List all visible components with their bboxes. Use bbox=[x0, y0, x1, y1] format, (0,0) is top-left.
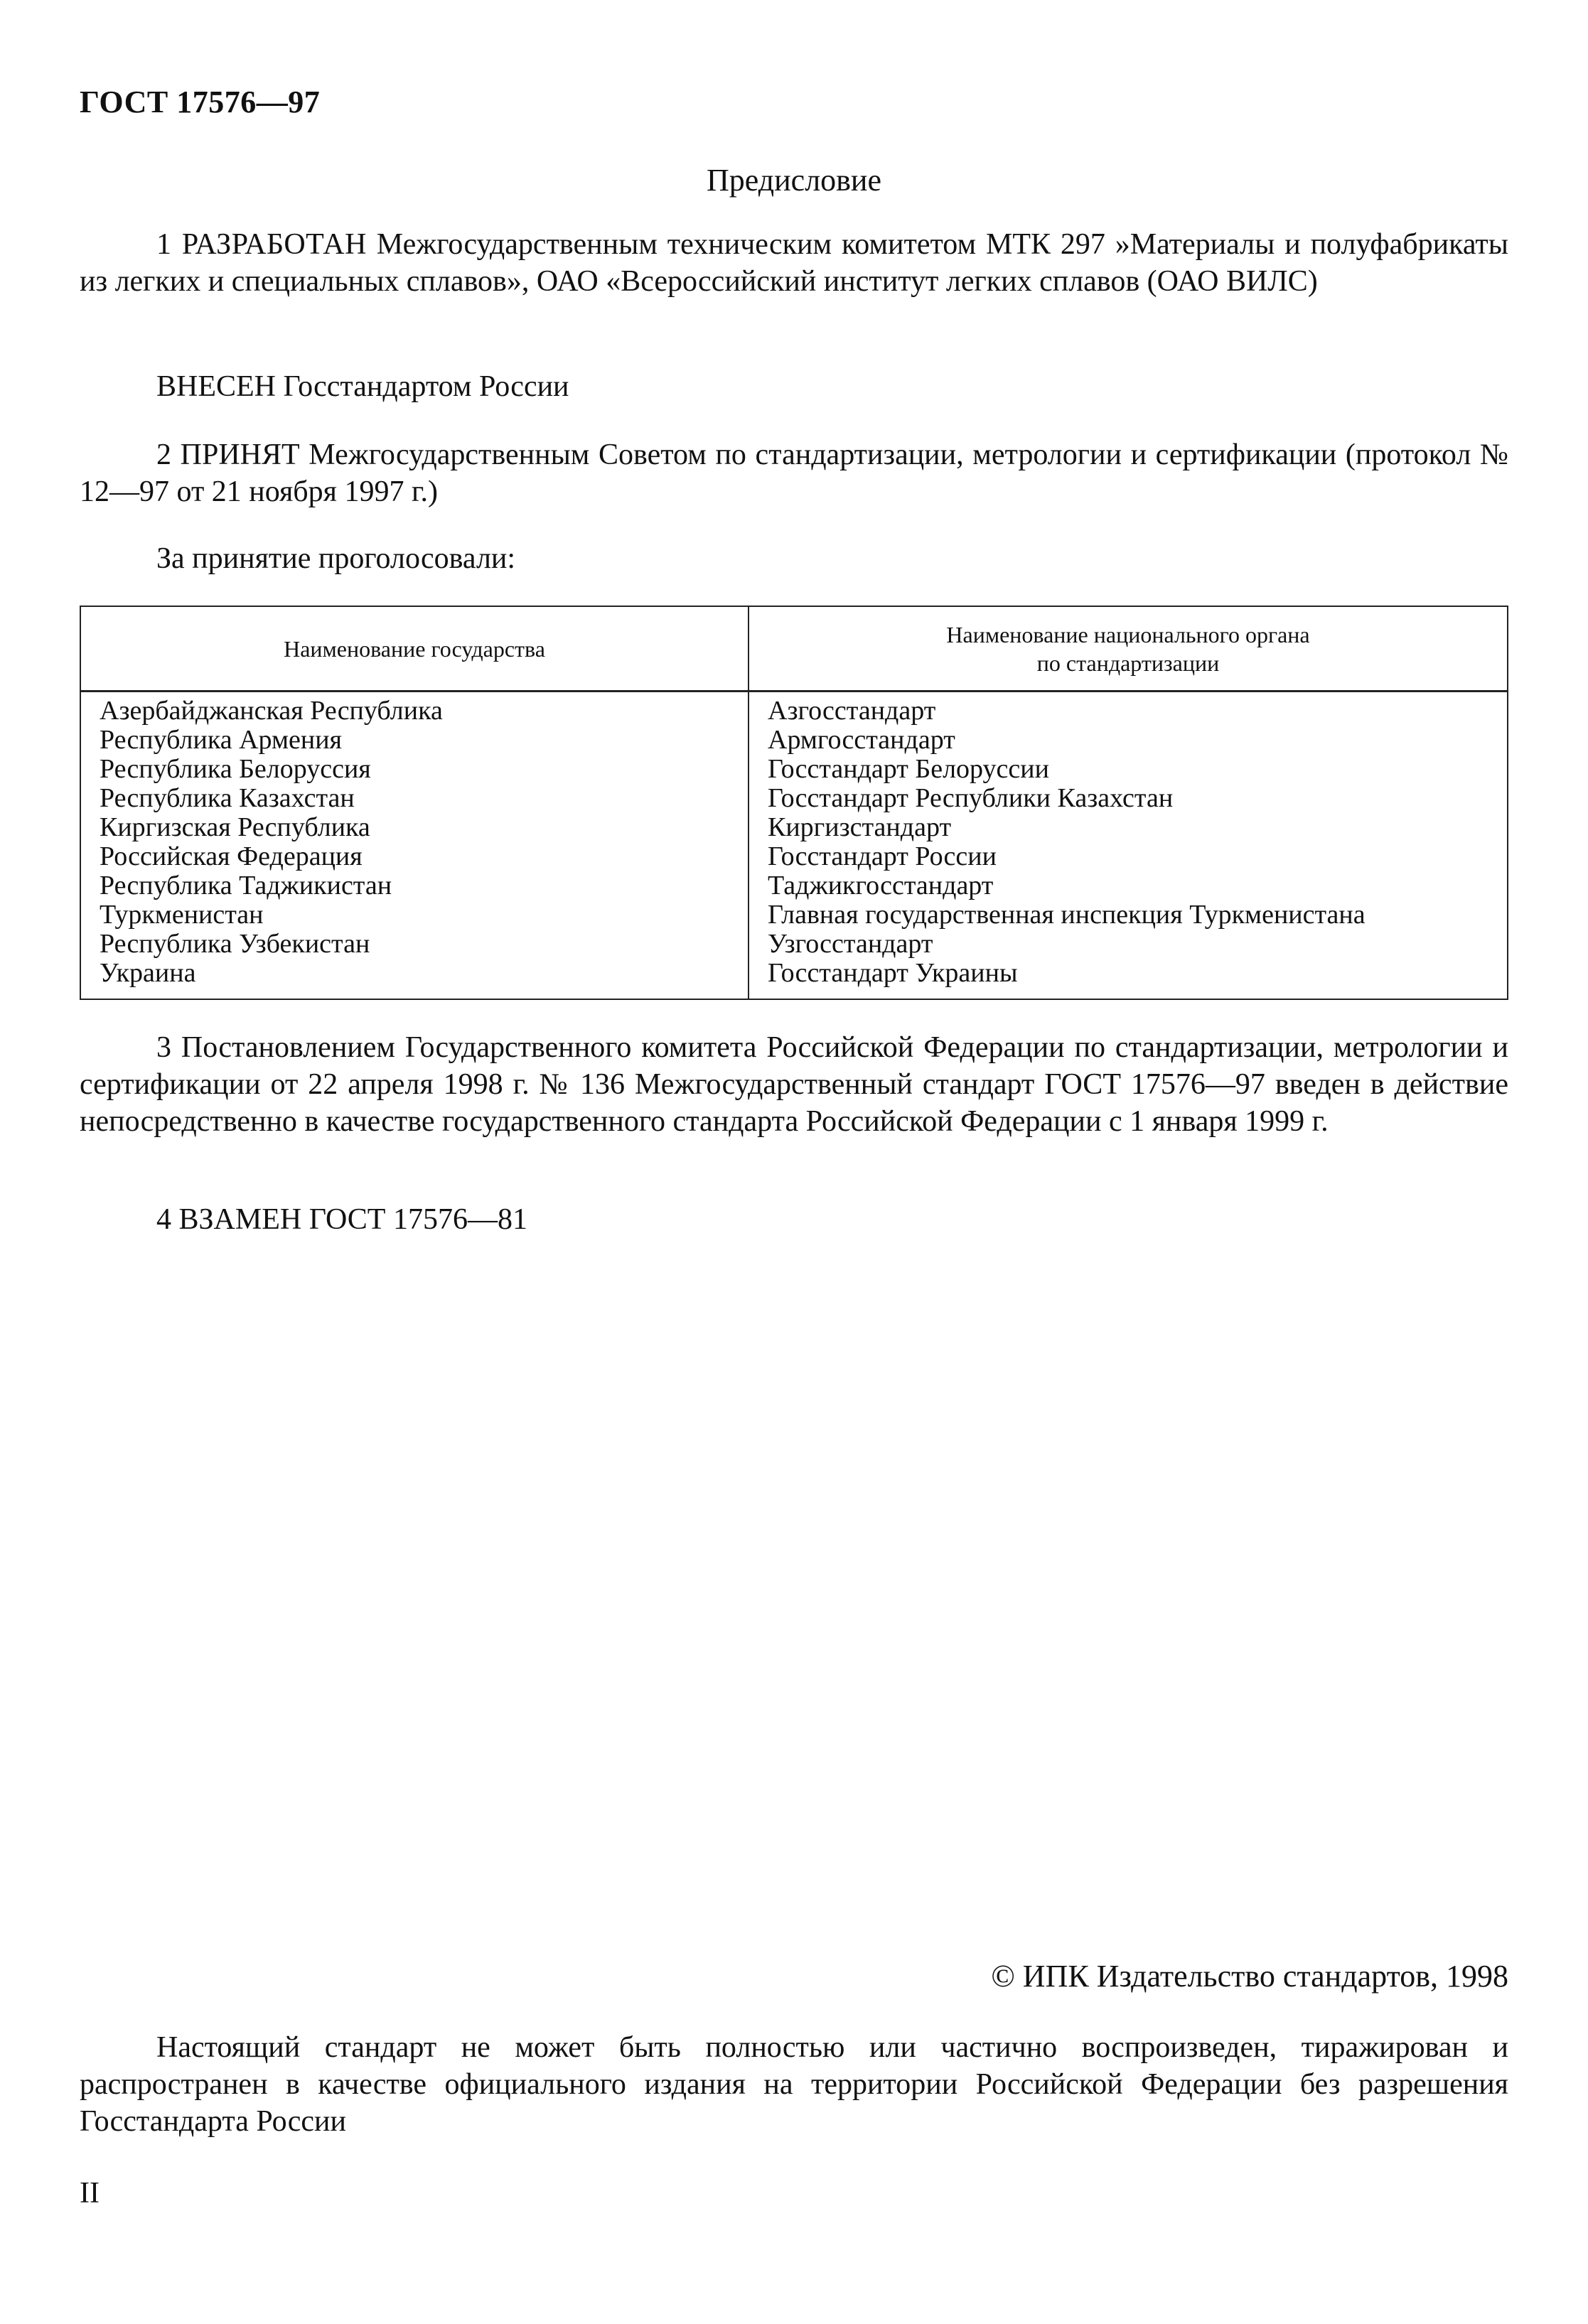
table-cell-state: Украина bbox=[100, 958, 196, 988]
table-header-row bbox=[81, 607, 1507, 692]
table-cell-state: Азербайджанская Республика bbox=[100, 696, 443, 726]
table-cell-organ: Госстандарт Белоруссии bbox=[768, 754, 1049, 784]
paragraph-adopted-lead: 2 ПРИНЯТ bbox=[156, 439, 300, 471]
table-cell-organ: Госстандарт Республики Казахстан bbox=[768, 783, 1174, 813]
table-cell-organ: Киргизстандарт bbox=[768, 812, 952, 842]
table-cell-organ: Таджикгосстандарт bbox=[768, 871, 994, 900]
table-cell-state: Российская Федерация bbox=[100, 841, 363, 871]
paragraph-developed-text: Межгосударственным техническим комитетом МТК 297 »Материалы и полуфабрикаты из легких и специальных сплавов», ОАО «Всероссийский институт легких сплавов (ОАО ВИЛС) bbox=[80, 228, 1509, 298]
page-number: II bbox=[80, 2177, 100, 2210]
table-cell-organ: Госстандарт России bbox=[768, 841, 997, 871]
table-column-states bbox=[100, 696, 443, 988]
paragraph-introduced-text: Госстандартом России bbox=[276, 370, 569, 403]
table-cell-state: Туркменистан bbox=[100, 900, 264, 930]
paragraph-introduced-lead: ВНЕСЕН bbox=[156, 370, 276, 403]
paragraph-developed-lead: 1 РАЗРАБОТАН bbox=[156, 228, 367, 261]
document-id-header: ГОСТ 17576—97 bbox=[80, 85, 321, 119]
paragraph-developed bbox=[80, 226, 1508, 300]
paragraph-resolution: 3 Постановлением Государственного комитета Российской Федерации по стандартизации, метрологии и сертификации от 22 апреля 1998 г. № 136 Межгосударственный стандарт ГОСТ 17576—97 введен в действие непосредственно в качестве государственного стандарта Российской Федерации с 1 января 1999 г. bbox=[80, 1031, 1508, 1138]
paragraph-adopted bbox=[80, 436, 1508, 510]
table-cell-organ: Главная государственная инспекция Туркменистана bbox=[768, 900, 1366, 930]
paragraph-introduced bbox=[80, 368, 1508, 405]
table-cell-organ: Госстандарт Украины bbox=[768, 958, 1018, 988]
paragraph-replaces: 4 ВЗАМЕН ГОСТ 17576—81 bbox=[156, 1203, 527, 1236]
paragraph-adopted-text: Межгосударственным Советом по стандартизации, метрологии и сертификации (протокол № 12—97 от 21 ноября 1997 г.) bbox=[80, 439, 1508, 508]
table-cell-state: Республика Казахстан bbox=[100, 783, 355, 813]
table-cell-organ: Узгосстандарт bbox=[768, 929, 933, 959]
table-cell-organ: Армгосстандарт bbox=[768, 725, 955, 755]
table-column-organs bbox=[768, 696, 1366, 988]
table-cell-state: Республика Белоруссия bbox=[100, 754, 371, 784]
table-column-divider bbox=[748, 607, 749, 999]
table-header-organ bbox=[749, 607, 1507, 690]
table-header-organ-line2: по стандартизации bbox=[1036, 650, 1220, 676]
table-cell-organ: Азгосстандарт bbox=[768, 696, 936, 726]
copyright-line: © ИПК Издательство стандартов, 1998 bbox=[991, 1959, 1508, 1994]
voting-table bbox=[80, 606, 1508, 1000]
reproduction-notice: Настоящий стандарт не может быть полностью или частично воспроизведен, тиражирован и распространен в качестве официального издания на территории Российской Федерации без разрешения Госстандарта России bbox=[80, 2031, 1508, 2138]
paragraph-voted: За принятие проголосовали: bbox=[156, 542, 516, 575]
table-cell-state: Киргизская Республика bbox=[100, 812, 370, 842]
table-cell-state: Республика Узбекистан bbox=[100, 929, 370, 959]
section-title: Предисловие bbox=[707, 163, 881, 198]
table-cell-state: Республика Армения bbox=[100, 725, 343, 755]
table-header-organ-line1: Наименование национального органа bbox=[946, 621, 1310, 647]
table-cell-state: Республика Таджикистан bbox=[100, 871, 392, 900]
table-header-state: Наименование государства bbox=[284, 635, 545, 662]
